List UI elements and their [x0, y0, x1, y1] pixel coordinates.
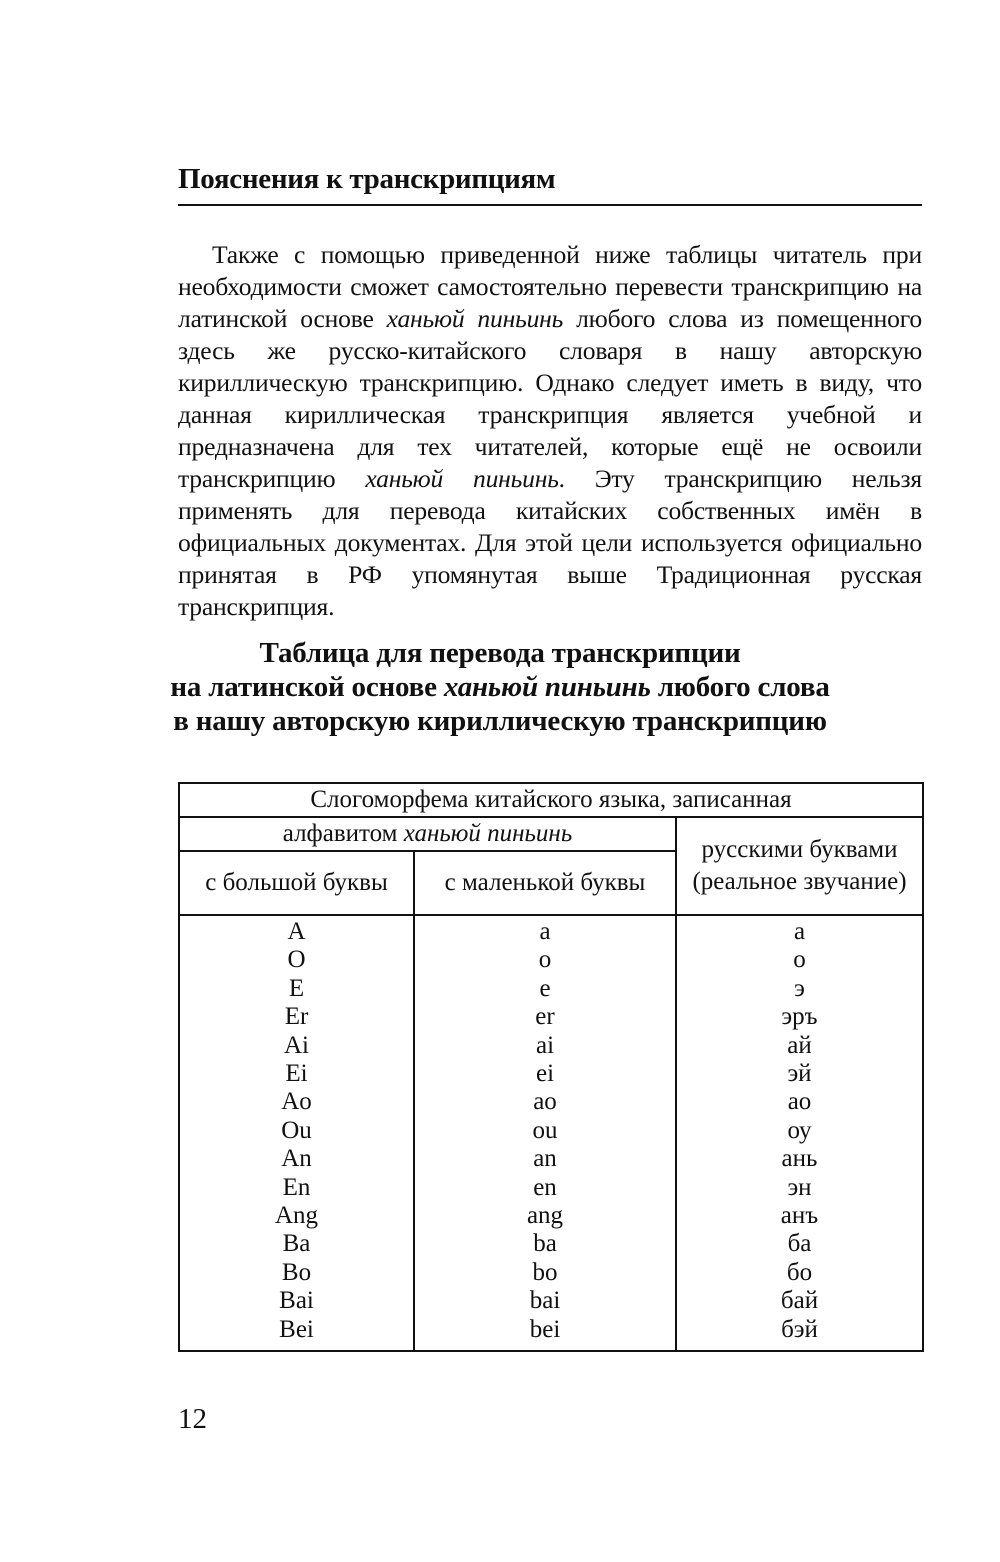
- table-row: [179, 1287, 923, 1315]
- cell-russian: э: [676, 975, 923, 1003]
- cell-russian: о: [676, 946, 923, 974]
- cell-small: ei: [414, 1060, 676, 1088]
- paragraph-text-2: любого слова из помещенного здесь же русско-китайского словаря в нашу авторскую кириллическую транскрипцию. Однако следует иметь в виду, что данная кириллическая транскрипция является учебной и предназначена для тех читателей, которые ещё не освоили транскрипцию: [178, 304, 922, 493]
- cell-small: ou: [414, 1117, 676, 1145]
- cell-small: bai: [414, 1287, 676, 1315]
- cell-small: er: [414, 1003, 676, 1031]
- cell-capital: A: [179, 915, 414, 946]
- cell-capital: O: [179, 946, 414, 974]
- cell-capital: Er: [179, 1003, 414, 1031]
- header-alphabet-term: ханьюй пиньинь: [403, 820, 573, 847]
- paragraph-text-1: Также с помощью приведенной ниже таблицы читатель при необходимости сможет самостоятельно перевести транскрипцию на латинской основе: [178, 240, 922, 333]
- cell-russian: бо: [676, 1259, 923, 1287]
- cell-capital: En: [179, 1174, 414, 1202]
- cell-russian: ба: [676, 1230, 923, 1258]
- table-row: [179, 946, 923, 974]
- header-alphabet-prefix: алфавитом: [282, 820, 404, 847]
- table-row: [179, 1174, 923, 1202]
- table-row: [179, 1259, 923, 1287]
- cell-russian: эн: [676, 1174, 923, 1202]
- caption-line-2-term: ханьюй пиньинь: [443, 671, 651, 703]
- header-small: с маленькой буквы: [414, 851, 676, 915]
- table-row: [179, 1230, 923, 1258]
- cell-capital: Ei: [179, 1060, 414, 1088]
- cell-small: ang: [414, 1202, 676, 1230]
- cell-small: bei: [414, 1316, 676, 1351]
- cell-russian: бэй: [676, 1316, 923, 1351]
- cell-capital: Ba: [179, 1230, 414, 1258]
- table-header: [179, 783, 923, 915]
- cell-capital: E: [179, 975, 414, 1003]
- cell-capital: Bai: [179, 1287, 414, 1315]
- table-row: [179, 1316, 923, 1351]
- header-russian: русскими буквами (реальное звучание): [676, 817, 923, 915]
- table-row: [179, 1202, 923, 1230]
- caption-line-2-start: на латинской основе: [170, 671, 444, 703]
- cell-capital: Ou: [179, 1117, 414, 1145]
- cell-small: ba: [414, 1230, 676, 1258]
- body-paragraph: [178, 239, 922, 623]
- cell-capital: Bo: [179, 1259, 414, 1287]
- caption-line-3: в нашу авторскую кириллическую транскрипцию: [173, 705, 827, 737]
- paragraph-term-2: ханьюй пиньинь: [365, 464, 559, 493]
- cell-russian: ань: [676, 1145, 923, 1173]
- table-row: [179, 1088, 923, 1116]
- transcription-table: [178, 782, 924, 1352]
- cell-capital: An: [179, 1145, 414, 1173]
- cell-capital: Ai: [179, 1032, 414, 1060]
- header-top: Слогоморфема китайского языка, записанная: [179, 783, 923, 817]
- table-row: [179, 1003, 923, 1031]
- cell-russian: эръ: [676, 1003, 923, 1031]
- cell-capital: Ang: [179, 1202, 414, 1230]
- paragraph-text-3: . Эту транскрипцию нельзя применять для перевода китайских собственных имён в официальных документах. Для этой цели используется официально принятая в РФ упомянутая выше Традиционная русская транскрипция.: [178, 464, 922, 621]
- cell-small: e: [414, 975, 676, 1003]
- table-row: [179, 1117, 923, 1145]
- table-row: [179, 1145, 923, 1173]
- header-alphabet: [179, 817, 676, 851]
- header-capital: с большой буквы: [179, 851, 414, 915]
- section-title: Пояснения к транскрипциям: [178, 163, 922, 206]
- cell-small: o: [414, 946, 676, 974]
- page-number: 12: [178, 1403, 207, 1435]
- cell-small: an: [414, 1145, 676, 1173]
- cell-russian: ао: [676, 1088, 923, 1116]
- table-row: [179, 975, 923, 1003]
- table-row: [179, 1032, 923, 1060]
- cell-small: en: [414, 1174, 676, 1202]
- cell-russian: бай: [676, 1287, 923, 1315]
- cell-russian: ай: [676, 1032, 923, 1060]
- caption-line-1: Таблица для перевода транскрипции: [259, 637, 741, 669]
- paragraph-term-1: ханьюй пиньинь: [386, 304, 564, 333]
- cell-small: ai: [414, 1032, 676, 1060]
- cell-capital: Bei: [179, 1316, 414, 1351]
- cell-small: ao: [414, 1088, 676, 1116]
- table-row: [179, 915, 923, 946]
- caption-line-2-end: любого слова: [650, 671, 830, 703]
- cell-small: bo: [414, 1259, 676, 1287]
- cell-russian: анъ: [676, 1202, 923, 1230]
- table-caption: [150, 636, 850, 738]
- table-row: [179, 1060, 923, 1088]
- cell-capital: Ao: [179, 1088, 414, 1116]
- cell-russian: эй: [676, 1060, 923, 1088]
- table-body: [179, 915, 923, 1351]
- cell-small: a: [414, 915, 676, 946]
- cell-russian: а: [676, 915, 923, 946]
- cell-russian: оу: [676, 1117, 923, 1145]
